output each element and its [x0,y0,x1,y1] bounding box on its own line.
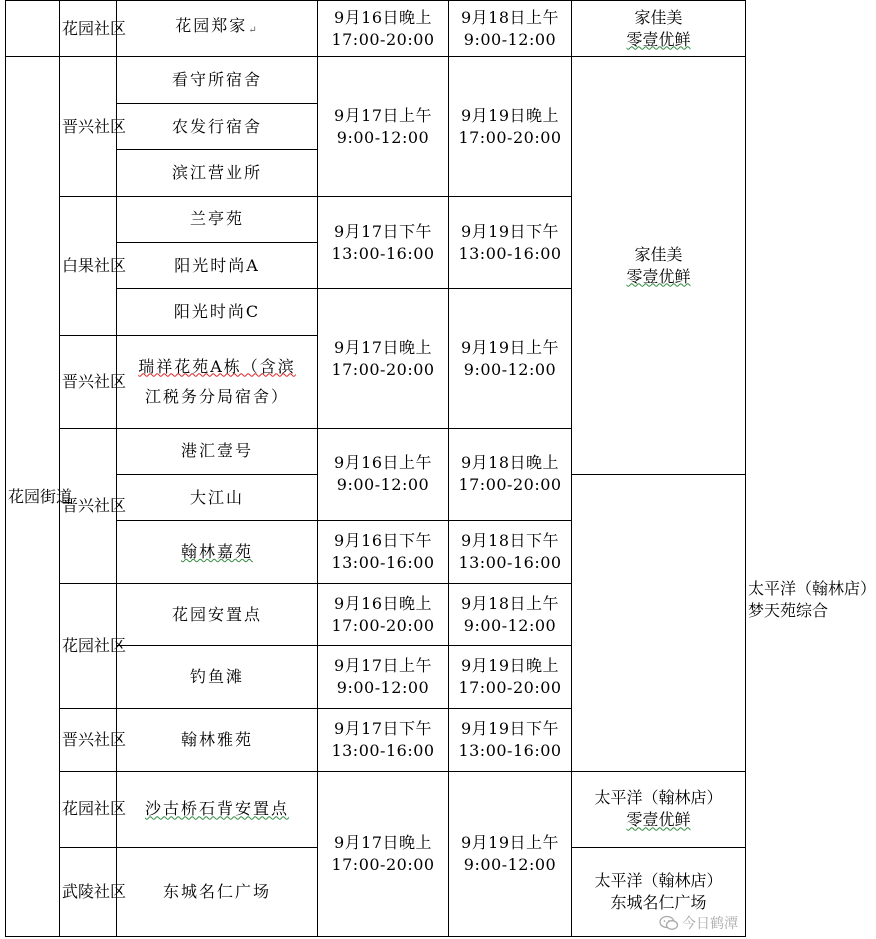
time-slot-2: 9月18日上午 9:00-12:00 [449,1,572,57]
supplier-cell: 太平洋（翰林店） 零壹优鲜 [572,771,746,848]
watermark [659,913,738,933]
paragraph-return-icon: ↵ [248,25,259,37]
site-cell: 阳光时尚C [117,289,318,335]
site-cell: 翰林嘉苑 [117,521,318,584]
site-cell: 钓鱼滩 [117,646,318,709]
site-cell: 阳光时尚A [117,243,318,289]
supplier-cell: 家佳美 零壹优鲜 [572,57,746,475]
time-slot-2: 9月19日上午 9:00-12:00 [449,771,572,937]
time-slot-2: 9月19日下午 13:00-16:00 [449,196,572,289]
time-slot-2: 9月19日晚上 17:00-20:00 [449,646,572,709]
time-slot-1: 9月17日下午 13:00-16:00 [318,708,449,771]
time-slot-2: 9月19日下午 13:00-16:00 [449,708,572,771]
time-slot-2: 9月19日晚上 17:00-20:00 [449,57,572,196]
site-cell: 花园安置点 [117,583,318,646]
site-cell: 农发行宿舍 [117,103,318,149]
site-cell: 看守所宿舍 [117,57,318,103]
time-slot-1: 9月16日晚上 17:00-20:00 [318,583,449,646]
time-slot-1: 9月17日上午 9:00-12:00 [318,57,449,196]
community-cell: 晋兴社区 [60,428,117,583]
table-row [6,708,746,771]
community-cell: 晋兴社区 [60,708,117,771]
community-cell: 花园社区 [60,583,117,708]
site-cell: 港汇壹号 [117,428,318,474]
site-cell: 翰林雅苑 [117,708,318,771]
site-cell: 滨江营业所 [117,150,318,196]
site-cell: 大江山 [117,474,318,520]
street-cell-empty [6,1,60,57]
time-slot-1: 9月17日晚上 17:00-20:00 [318,771,449,937]
time-slot-1: 9月17日下午 13:00-16:00 [318,196,449,289]
table-row [6,583,746,646]
table-row [6,646,746,709]
table-row: 晋兴社区 港汇壹号 9月16日上午 9:00-12:00 9月18日晚上 17:00-20:00 太平洋（翰林店） 梦天苑综合 [6,428,746,474]
site-cell: 瑞祥花苑A栋（含滨 江税务分局宿舍） [117,335,318,428]
site-cell: 花园郑家↵ [117,1,318,57]
community-cell: 晋兴社区 [60,57,117,196]
community-cell: 花园社区 [60,771,117,848]
street-cell: 花园街道 [6,57,60,937]
site-cell: 兰亭苑 [117,196,318,242]
community-cell: 武陵社区 [60,848,117,937]
time-slot-2: 9月19日上午 9:00-12:00 [449,289,572,428]
community-cell: 白果社区 [60,196,117,335]
time-slot-1: 9月16日上午 9:00-12:00 [318,428,449,521]
schedule-table [5,0,876,937]
time-slot-1: 9月16日晚上 17:00-20:00 [318,1,449,57]
time-slot-2: 9月18日下午 13:00-16:00 [449,521,572,584]
supplier-cell: 太平洋（翰林店） 东城名仁广场 [572,848,746,937]
site-cell: 东城名仁广场 [117,848,318,937]
time-slot-1: 9月17日上午 9:00-12:00 [318,646,449,709]
wechat-logo-icon [659,915,679,931]
time-slot-1: 9月17日晚上 17:00-20:00 [318,289,449,428]
supplier-cell: 家佳美 零壹优鲜 [572,1,746,57]
site-cell: 沙古桥石背安置点 [117,771,318,848]
time-slot-2: 9月18日晚上 17:00-20:00 [449,428,572,521]
community-cell: 花园社区 [60,1,117,57]
table-row [6,521,746,584]
table-row [6,57,746,103]
community-cell: 晋兴社区 [60,335,117,428]
time-slot-1: 9月16日下午 13:00-16:00 [318,521,449,584]
time-slot-2: 9月18日上午 9:00-12:00 [449,583,572,646]
watermark-text: 今日鹤潭 [682,916,738,932]
table-row [6,771,746,848]
table-row [6,1,746,57]
